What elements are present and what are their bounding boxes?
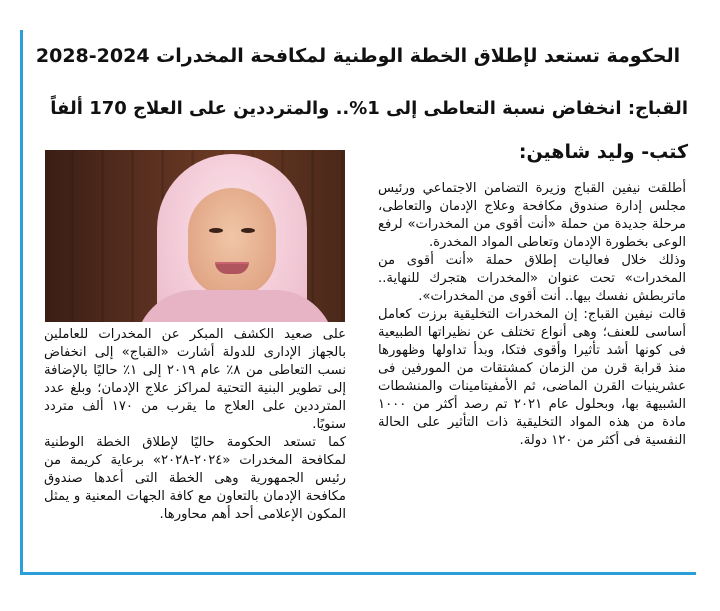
minister-photo bbox=[45, 150, 345, 322]
left-eye bbox=[209, 228, 223, 233]
paragraph: وذلك خلال فعاليات إطلاق حملة «أنت أقوى من المخدرات» تحت عنوان «المخدرات هتجرك للنهاية.. ماتربطش نفسك بيها.. أنت أقوى من المخدرات». bbox=[378, 253, 686, 304]
right-text-column bbox=[378, 180, 686, 450]
headline: الحكومة تستعد لإطلاق الخطة الوطنية لمكافحة المخدرات 2024-2028 bbox=[35, 45, 681, 67]
paragraph: كما تستعد الحكومة حاليًا لإطلاق الخطة الوطنية لمكافحة المخدرات «٢٠٢٤-٢٠٢٨» برعاية كريمة من رئيس الجمهورية وهى الخطة التى أعدها صندوق مكافحة الإدمان بالتعاون مع كافة الجهات المعنية و يمثل المكون الإعلامى أحد أهم محاورها. bbox=[44, 435, 346, 522]
left-text-column bbox=[44, 326, 346, 524]
paragraph: على صعيد الكشف المبكر عن المخدرات للعاملين بالجهاز الإدارى للدولة أشارت «القباج» إلى انخفاض نسب التعاطى من ٨٪ عام ٢٠١٩ إلى ١٪ حاليًا بالإضافة إلى تطوير البنية التحتية لمراكز علاج الإدمان؛ وبلغ عدد المترددين على العلاج ما يقرب من ١٧٠ ألف متردد سنويًا. bbox=[44, 327, 347, 432]
paragraph: أطلقت نيفين القباج وزيرة التضامن الاجتماعي ورئيس مجلس إدارة صندوق مكافحة وعلاج الإدمان والتعاطى، مرحلة جديدة من حملة «أنت أقوى من المخدرات» لرفع الوعى بخطورة الإدمان وتعاطى المواد المخدرة. bbox=[378, 181, 686, 250]
paragraph: قالت نيفين القباج: إن المخدرات التخليقية برزت كعامل أساسى للعنف؛ وهى أنواع تختلف عن نظيراتها الطبيعية فى كونها أشد تأثيرا وأقوى فتكا، وبدأ تداولها وظهورها منذ قرابة قرن من الزمان كمشتقات من المورفين فى عشرينيات القرن الماضى، ثم الأمفيتامينات والمنشطات الشبيهة بها، وبحلول عام ٢٠٢١ تم رصد أكثر من ١٠٠٠ مادة من هذه المواد التخليقية ذات التأثير على الحالة النفسية فى أكثر من ١٢٠ دولة. bbox=[378, 307, 686, 448]
right-eye bbox=[241, 228, 255, 233]
face bbox=[188, 188, 276, 296]
subheadline: القباج: انخفاض نسبة التعاطى إلى 1%.. والمترددين على العلاج 170 ألفاً bbox=[50, 98, 688, 119]
byline: كتب- وليد شاهين: bbox=[518, 141, 688, 163]
